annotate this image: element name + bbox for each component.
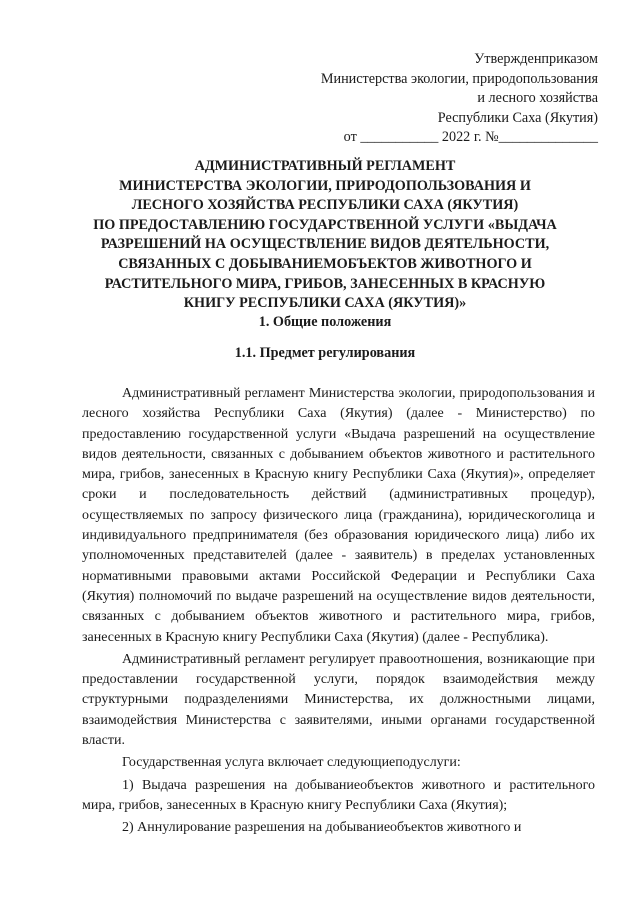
approval-date-line: от ___________ 2022 г. №______________	[343, 129, 598, 145]
approval-line: Республики Саха (Якутия)	[437, 109, 598, 126]
body-paragraph: 1) Выдача разрешения на добываниеобъектов животного и растительного мира, грибов, занесенных в Красную книгу Республики Саха (Якутия);	[82, 777, 595, 813]
title-line: МИНИСТЕРСТВА ЭКОЛОГИИ, ПРИРОДОПОЛЬЗОВАНИЯ И	[119, 177, 531, 194]
approval-line: Утвержденприказом	[474, 51, 598, 67]
title-line: КНИГУ РЕСПУБЛИКИ САХА (ЯКУТИЯ)»	[183, 295, 467, 312]
body-paragraph: Административный регламент Министерства экологии, природопользования и лесного хозяйства Республики Саха (Якутия) (далее - Министерство) по предоставлению государственной услуги «Выдача разрешений на осуществление видов деятельности, связанных с добыванием объектов животного и растительного мира, грибов, занесенных в Красную книгу Республики Саха (Якутия)», определяет сроки и последовательность действий (административных процедур), осуществляемых по запросу физического лица (гражданина), юридическоголица и индивидуального предпринимателя (без образования юридического лица) либо их уполномоченных представителей (далее - заявитель) в пределах установленных нормативными правовыми актами Российской Федерации и Республики Саха (Якутия) полномочий по выдаче разрешений на осуществление видов деятельности, связанных с добыванием объектов животного и растительного мира, грибов, занесенных в Красную книгу Республики Саха (Якутия) (далее - Республика).	[82, 386, 595, 645]
subsection-heading: 1.1. Предмет регулирования	[234, 345, 416, 361]
title-line: ПО ПРЕДОСТАВЛЕНИЮ ГОСУДАРСТВЕННОЙ УСЛУГИ «ВЫДАЧА	[93, 216, 557, 233]
body-paragraph: 2) Аннулирование разрешения на добываниеобъектов животного и	[122, 820, 522, 836]
section-heading: 1. Общие положения	[258, 314, 392, 330]
title-line: АДМИНИСТРАТИВНЫЙ РЕГЛАМЕНТ	[194, 158, 456, 174]
title-line: ЛЕСНОГО ХОЗЯЙСТВА РЕСПУБЛИКИ САХА (ЯКУТИЯ)	[131, 197, 519, 214]
title-line: РАСТИТЕЛЬНОГО МИРА, ГРИБОВ, ЗАНЕСЕННЫХ В КРАСНУЮ	[104, 275, 546, 292]
approval-block	[268, 50, 598, 148]
title-line: СВЯЗАННЫХ С ДОБЫВАНИЕМОБЪЕКТОВ ЖИВОТНОГО И	[118, 255, 532, 272]
body-paragraph: Административный регламент регулирует правоотношения, возникающие при предоставлении государственной услуги, порядок взаимодействия между структурными подразделениями Министерства, их должностными лицами, взаимодействия Министерства с заявителями, иными органами государственной власти.	[82, 651, 595, 749]
title-line: РАЗРЕШЕНИЙ НА ОСУЩЕСТВЛЕНИЕ ВИДОВ ДЕЯТЕЛЬНОСТИ,	[100, 236, 550, 253]
approval-line: Министерства экологии, природопользования	[320, 70, 598, 87]
approval-line: и лесного хозяйства	[477, 90, 598, 106]
body-paragraph: Государственная услуга включает следующиеподуслуги:	[122, 755, 461, 771]
document-title	[70, 157, 580, 314]
document-body	[82, 384, 595, 839]
